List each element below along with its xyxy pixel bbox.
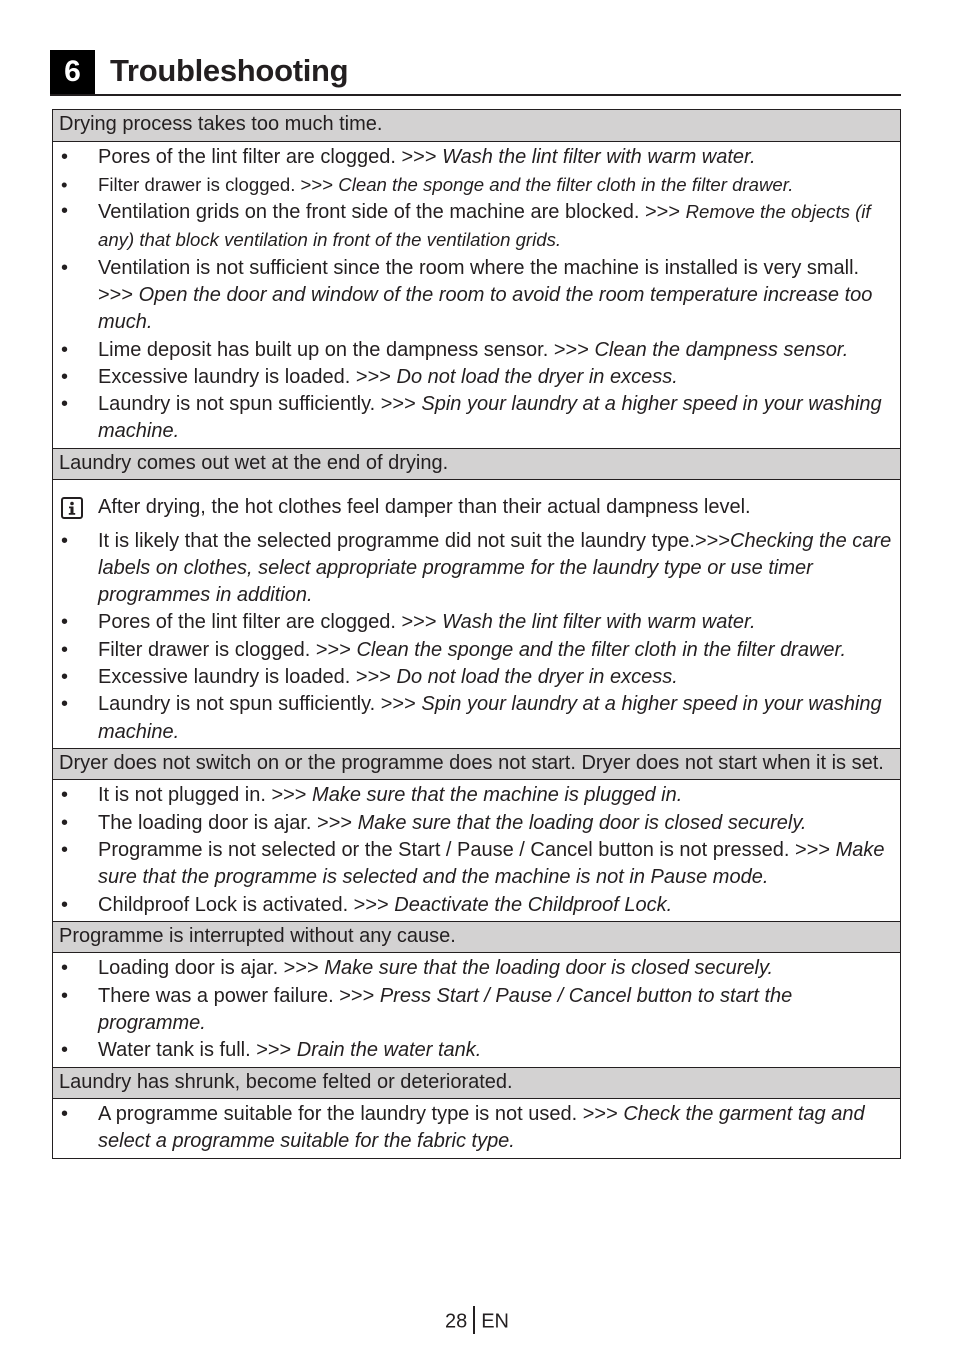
cause-item [59,664,894,691]
bullet-icon: • [61,1039,69,1062]
problem-heading: Programme is interrupted without any cause. [53,922,900,954]
cause-text [98,837,894,892]
cause-item [59,983,894,1038]
cause-description: A programme suitable for the laundry type is not used. >>> [98,1103,624,1126]
bullet-icon: • [61,256,69,279]
cause-list [53,953,900,1067]
cause-text [98,528,894,610]
solution-text: Checking the care labels on clothes, select appropriate programme for the laundry type or use timer programmes in addition. [98,529,892,607]
footer-separator [473,1306,475,1334]
cause-description: There was a power failure. >>> [98,984,380,1007]
cause-item [59,637,894,664]
problem-heading: Drying process takes too much time. [53,110,900,142]
cause-text [98,144,894,171]
cause-description: Laundry is not spun sufficiently. >>> [98,393,422,416]
bullet-icon: • [61,839,69,862]
bullet-icon: • [61,957,69,980]
info-note-text: After drying, the hot clothes feel damper than their actual dampness level. [98,496,751,519]
bullet-icon: • [61,666,69,689]
cause-item [59,528,894,610]
cause-item [59,609,894,636]
bullet-icon: • [61,173,68,195]
solution-text: Clean the sponge and the filter cloth in the filter drawer. [338,173,794,195]
cause-text [98,892,894,919]
cause-text [98,364,894,391]
bullet-icon: • [61,338,69,361]
cause-item [59,1101,894,1156]
solution-text: Deactivate the Childproof Lock. [394,893,673,916]
page-title: Troubleshooting [110,53,349,88]
bullet-icon: • [61,784,69,807]
bullet-icon: • [61,145,69,168]
problem-heading: Laundry comes out wet at the end of drying. [53,449,900,481]
solution-text: Make sure that the programme is selected and the machine is not in Pause mode. [98,839,885,889]
cause-description: Programme is not selected or the Start / Pause / Cancel button is not pressed. >>> [98,839,836,862]
cause-description: Childproof Lock is activated. >>> [98,893,395,916]
solution-text: Make sure that the loading door is closed securely. [357,811,807,834]
cause-text [98,391,894,446]
solution-text: Spin your laundry at a higher speed in your washing machine. [98,393,882,443]
cause-text [98,337,894,364]
solution-text: Remove the objects (if any) that block ventilation in front of the ventilation grids. [98,201,871,251]
problem-heading: Dryer does not switch on or the programme does not start. Dryer does not start when it is set. [53,749,900,781]
cause-description: The loading door is ajar. >>> [98,811,358,834]
solution-text: Press Start / Pause / Cancel button to start the programme. [98,984,793,1035]
cause-description: Excessive laundry is loaded. >>> [98,365,397,388]
cause-description: Ventilation grids on the front side of the machine are blocked. >>> [98,201,686,224]
cause-item [59,364,894,391]
cause-item [59,1037,894,1064]
cause-description: Water tank is full. >>> [98,1039,297,1062]
page-footer [0,1308,954,1336]
bullet-icon: • [61,393,69,416]
solution-text: Clean the dampness sensor. [594,338,849,361]
cause-text [98,664,894,691]
cause-description: It is not plugged in. >>> [98,784,313,807]
cause-text [98,1037,894,1064]
cause-item [59,144,894,171]
cause-text [98,255,894,337]
bullet-icon: • [61,200,69,223]
bullet-icon: • [61,893,69,916]
cause-description: It is likely that the selected programme did not suit the laundry type.>>> [98,529,731,552]
info-icon [59,494,98,527]
cause-item [59,782,894,809]
bullet-icon: • [61,1103,69,1126]
info-note [59,494,894,527]
solution-text: Drain the water tank. [296,1039,482,1062]
cause-list [53,480,900,749]
solution-text: Open the door and window of the room to avoid the room temperature increase too much. [98,283,873,334]
cause-description: Pores of the lint filter are clogged. >>> [98,611,443,634]
cause-item [59,955,894,982]
cause-description: Lime deposit has built up on the dampness sensor. >>> [98,338,595,361]
language-code: EN [481,1310,510,1333]
cause-list [53,780,900,921]
cause-text [98,983,894,1038]
cause-description: Loading door is ajar. >>> [98,957,325,980]
solution-text: Make sure that the loading door is closed securely. [324,957,774,980]
cause-item [59,391,894,446]
cause-item [59,691,894,746]
solution-text: Wash the lint filter with warm water. [442,611,756,634]
cause-text [98,782,894,809]
cause-text [98,955,894,982]
cause-item [59,837,894,892]
bullet-icon: • [61,638,69,661]
cause-text [98,198,894,255]
solution-text: Make sure that the machine is plugged in. [312,784,683,807]
cause-description: Filter drawer is clogged. >>> [98,173,339,195]
cause-text [98,1101,894,1156]
solution-text: Check the garment tag and select a programme suitable for the fabric type. [98,1103,865,1153]
cause-description: Pores of the lint filter are clogged. >>> [98,145,443,168]
bullet-icon: • [61,693,69,716]
cause-item [59,198,894,255]
bullet-icon: • [61,984,69,1007]
cause-item [59,892,894,919]
cause-description: Filter drawer is clogged. >>> [98,638,357,661]
cause-list [53,142,900,449]
cause-description: Laundry is not spun sufficiently. >>> [98,693,422,716]
troubleshooting-table [52,109,901,1159]
solution-text: Wash the lint filter with warm water. [442,145,756,168]
cause-text [98,810,894,837]
bullet-icon: • [61,811,69,834]
page-number: 28 [444,1310,468,1333]
section-number-badge: 6 [50,50,95,94]
solution-text: Clean the sponge and the filter cloth in the filter drawer. [356,638,847,661]
cause-list [53,1099,900,1158]
problem-heading: Laundry has shrunk, become felted or deteriorated. [53,1068,900,1100]
cause-item [59,337,894,364]
cause-description: Ventilation is not sufficient since the room where the machine is installed is very small. >>> [98,256,860,306]
solution-text: Spin your laundry at a higher speed in your washing machine. [98,693,882,743]
cause-item [59,255,894,337]
bullet-icon: • [61,529,69,552]
cause-item [59,810,894,837]
cause-text [98,171,894,198]
cause-text [98,609,894,636]
section-header [50,50,901,96]
solution-text: Do not load the dryer in excess. [396,666,678,689]
bullet-icon: • [61,365,69,388]
cause-text [98,637,894,664]
cause-text [98,691,894,746]
solution-text: Do not load the dryer in excess. [396,365,678,388]
cause-description: Excessive laundry is loaded. >>> [98,666,397,689]
cause-item [59,171,894,198]
bullet-icon: • [61,611,69,634]
